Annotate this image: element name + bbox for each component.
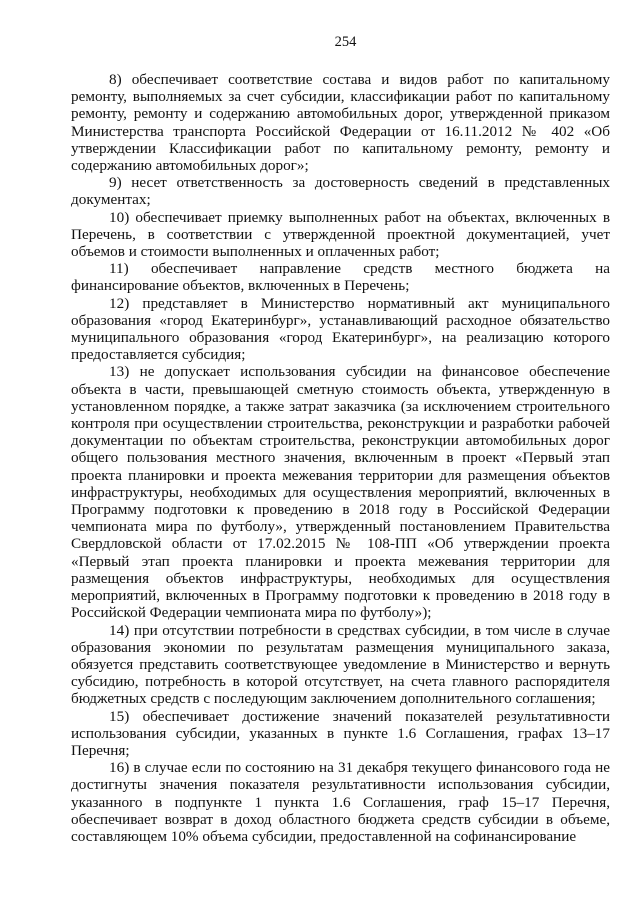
paragraph-item-10: 10) обеспечивает приемку выполненных работ на объектах, включенных в Перечень, в соответствии с утвержденной проектной документацией, учет объемов и стоимости выполненных и оплаченных работ; [71,208,610,261]
paragraph-item-15: 15) обеспечивает достижение значений показателей результативности использования субсидии, указанных в пункте 1.6 Соглашения, графах 13–17 Перечня; [71,707,610,759]
paragraph-item-11: 11) обеспечивает направление средств местного бюджета на финансирование объектов, включенных в Перечень; [71,260,610,295]
page-number: 254 [334,34,357,50]
paragraph-item-14: 14) при отсутствии потребности в средствах субсидии, в том числе в случае образования экономии по результатам размещения муниципального заказа, обязуется представить соответствующее уведомление в Министерство и вернуть субсидию, потребность в которой отсутствует, на счета главного распорядителя бюджетных средств с последующим заключением дополнительного соглашения; [71,621,610,708]
paragraph-item-9: 9) несет ответственность за достоверность сведений в представленных документах; [71,174,610,209]
paragraph-item-8: 8) обеспечивает соответствие состава и видов работ по капитальному ремонту, выполняемых за счет субсидии, классификации работ по капитальному ремонту, ремонту и содержанию автомобильных дорог, утвержденной приказом Министерства транспорта Российской Федерации от 16.11.2012 № 402 «Об утверждении Классификации работ по капитальному ремонту, ремонту и содержанию автомобильных дорог»; [71,71,610,175]
paragraph-item-13: 13) не допускает использования субсидии на финансовое обеспечение объекта в части, превышающей сметную стоимость объекта, утвержденную в установленном порядке, а также затрат заказчика (за исключением строительного контроля при осуществлении строительства, реконструкции и разработки рабочей документации по объектам строительства, реконструкции автомобильных дорог общего пользования местного значения, включенным в проект «Первый этап проекта планировки и проекта межевания территории для размещения объектов инфраструктуры, необходимых для осуществления мероприятий, включенных в Программу подготовки к проведению в 2018 году в Российской Федерации чемпионата мира по футболу», утвержденный постановлением Правительства Свердловской области от 17.02.2015 № 108-ПП «Об утверждении проекта «Первый этап проекта планировки и проекта межевания территории для размещения объектов инфраструктуры, необходимых для осуществления мероприятий, включенных в Программу подготовки к проведению в 2018 году в Российской Федерации чемпионата мира по футболу»); [71,363,610,622]
paragraph-item-12: 12) представляет в Министерство нормативный акт муниципального образования «город Екатеринбург», устанавливающий расходное обязательство муниципального образования «город Екатеринбург», на реализацию которого предоставляется субсидия; [71,294,610,364]
paragraph-item-16: 16) в случае если по состоянию на 31 декабря текущего финансового года не достигнуты значения показателя результативности использования субсидии, указанного в подпункте 1 пункта 1.6 Соглашения, граф 15–17 Перечня, обеспечивает возврат в доход областного бюджета средств субсидии в объеме, составляющем 10% объема субсидии, предоставленной на софинансирование [71,759,610,845]
